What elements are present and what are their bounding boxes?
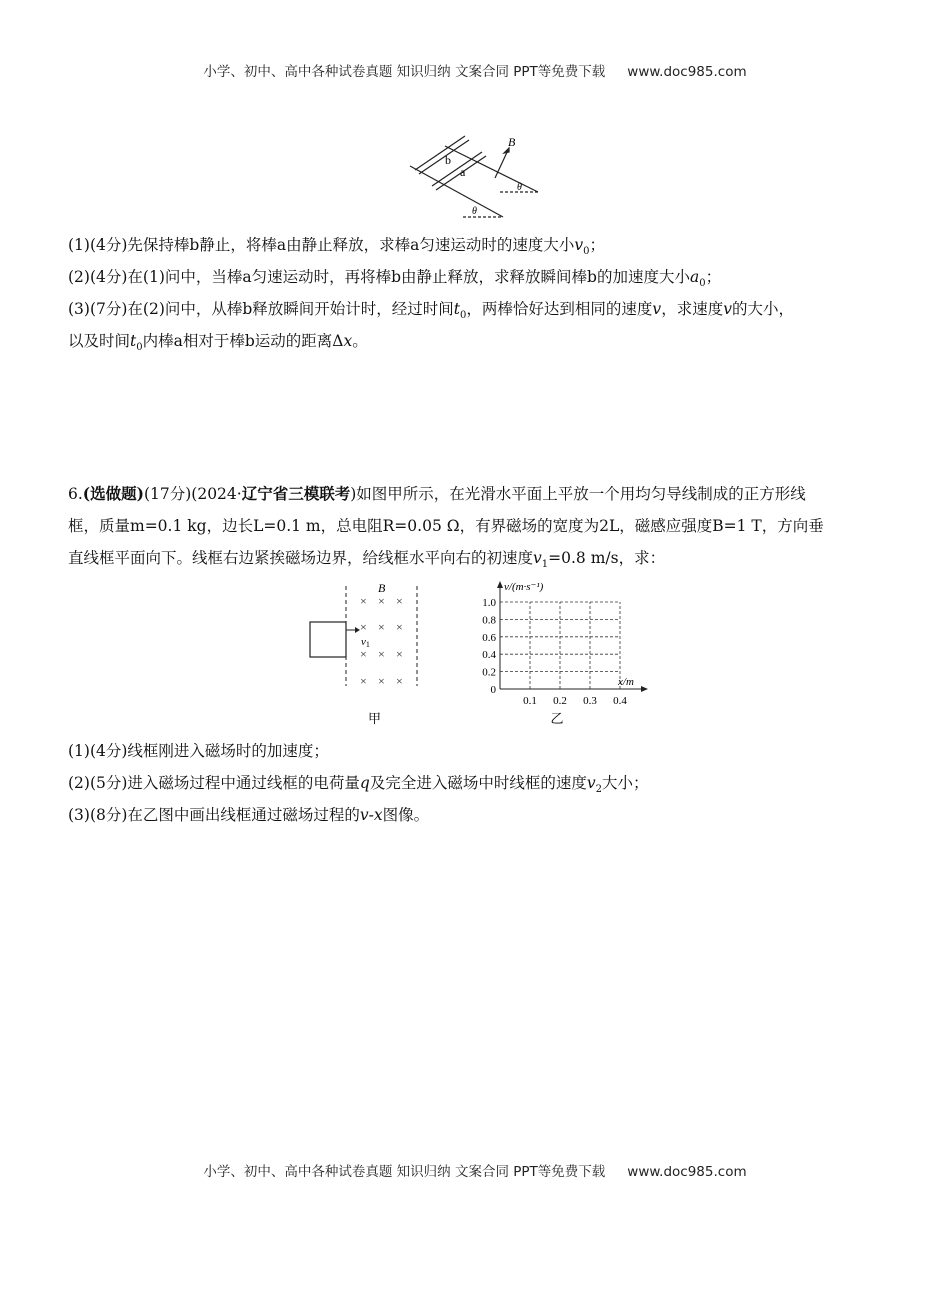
cross: × xyxy=(360,620,367,634)
cross: × xyxy=(360,674,367,688)
y-axis-label: v/(m·s⁻¹) xyxy=(504,581,544,593)
y-tick-label: 0.6 xyxy=(482,631,496,644)
rail-lower xyxy=(410,166,503,217)
y-tick-label: 0.4 xyxy=(482,649,496,662)
q6-tag: (选做题) xyxy=(82,484,144,503)
q5-part2: (2)(4分)在(1)问中，当棒a匀速运动时，再将棒b由静止释放，求释放瞬间棒b的加速度大小$a_0$； xyxy=(68,268,722,290)
cross: × xyxy=(396,620,403,634)
cross: × xyxy=(396,647,403,661)
x-tick-label: 0.1 xyxy=(523,695,537,707)
footer-site[interactable]: www.doc985.com xyxy=(627,1164,747,1180)
rod-b-label: b xyxy=(445,153,451,167)
q5-part3-cont: 以及时间$t_0$内棒a相对于棒b运动的距离Δx。 xyxy=(68,332,368,354)
theta-label-2: θ xyxy=(472,206,477,217)
x-axis-arrow xyxy=(641,686,648,692)
y-tick-label: 0.2 xyxy=(482,666,496,679)
cross: × xyxy=(360,594,367,608)
cross: × xyxy=(396,674,403,688)
y-tick-label: 0.8 xyxy=(482,614,496,627)
page-footer xyxy=(0,1160,950,1180)
rails-figure xyxy=(405,128,545,220)
q6-line3: 直线框平面向下。线框右边紧挨磁场边界，给线框水平向右的初速度$v_1=0.8$ m/s，求： xyxy=(68,549,666,571)
cross: × xyxy=(378,594,385,608)
field-label: B xyxy=(508,135,516,149)
q5-part3: (3)(7分)在(2)问中，从棒b释放瞬间开始计时，经过时间$t_0$，两棒恰好达到相同的速度v，求速度v的大小， xyxy=(68,300,794,322)
q6-source: 辽宁省三模联考 xyxy=(241,484,351,503)
cross: × xyxy=(378,620,385,634)
q5-part1: (1)(4分)先保持棒b静止，将棒a由静止释放，求棒a匀速运动时的速度大小$v_0$； xyxy=(68,236,605,258)
y-tick-label: 1.0 xyxy=(482,597,496,609)
footer-text: 小学、初中、高中各种试卷真题 知识归纳 文案合同 PPT等免费下载 xyxy=(203,1164,606,1180)
figure-jia-caption: 甲 xyxy=(368,712,382,727)
q6-sub3: (3)(8分)在乙图中画出线框通过磁场过程的v-x图像。 xyxy=(68,806,430,824)
rod-b-1 xyxy=(415,136,465,170)
q6-line2: 框，质量m=0.1 kg，边长L=0.1 m，总电阻R=0.05 Ω，有界磁场的宽度为2L，磁感应强度B=1 T，方向垂 xyxy=(68,517,824,535)
figure-jia xyxy=(300,578,440,728)
chart-title: 乙 xyxy=(550,712,564,727)
theta-label-1: θ xyxy=(517,182,522,193)
cross: × xyxy=(378,647,385,661)
cross: × xyxy=(396,594,403,608)
y-tick-label: 0 xyxy=(490,684,496,696)
header-site[interactable]: www.doc985.com xyxy=(627,64,747,80)
rod-a-1 xyxy=(432,152,482,186)
field-B-label: B xyxy=(378,581,386,595)
figure-yi-chart xyxy=(460,578,660,728)
x-tick-label: 0.4 xyxy=(613,695,627,707)
cross: × xyxy=(378,674,385,688)
velocity-label: v1 xyxy=(361,636,370,649)
cross: × xyxy=(360,647,367,661)
rail-upper xyxy=(445,146,538,192)
square-frame xyxy=(310,622,346,657)
header-text: 小学、初中、高中各种试卷真题 知识归纳 文案合同 PPT等免费下载 xyxy=(203,64,606,80)
q6-sub1: (1)(4分)线框刚进入磁场时的加速度； xyxy=(68,742,329,760)
y-axis-arrow xyxy=(497,581,503,588)
q6-sub2: (2)(5分)进入磁场过程中通过线框的电荷量q及完全进入磁场中时线框的速度$v_2$大小； xyxy=(68,774,649,796)
rod-a-label: a xyxy=(460,165,466,179)
page-header xyxy=(0,60,950,80)
q6-number: 6. xyxy=(68,485,83,503)
q6-line1: 6.(选做题)(17分)(2024·辽宁省三模联考)如图甲所示，在光滑水平面上平放一个用均匀导线制成的正方形线 xyxy=(68,484,806,503)
x-axis-label: x/m xyxy=(618,676,634,688)
x-tick-label: 0.2 xyxy=(553,695,567,707)
x-tick-label: 0.3 xyxy=(583,695,597,707)
